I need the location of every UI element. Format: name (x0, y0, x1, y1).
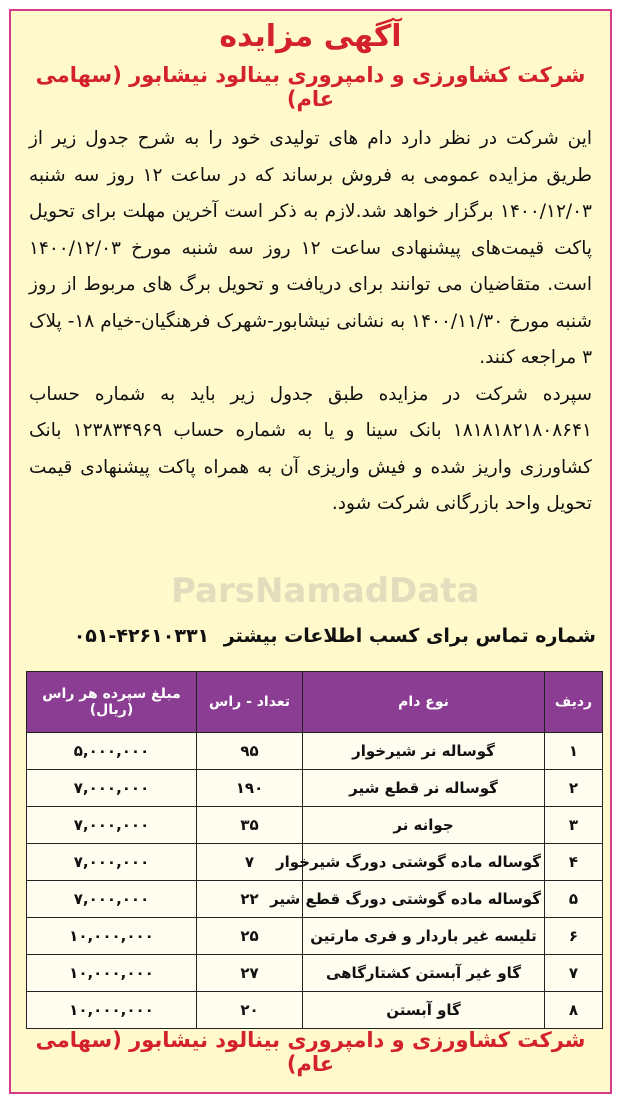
row-number: ۲ (545, 770, 603, 807)
livestock-count: ۲۲ (197, 881, 303, 918)
table-header-row (27, 672, 603, 733)
table-row (27, 770, 603, 807)
livestock-type: تلیسه غیر باردار و فری مارتین (303, 918, 545, 955)
header-livestock-type: نوع دام (303, 672, 545, 733)
livestock-count: ۹۵ (197, 733, 303, 770)
row-number: ۵ (545, 881, 603, 918)
livestock-type: گوساله ماده گوشتی دورگ قطع شیر (303, 881, 545, 918)
deposit-amount: ۱۰,۰۰۰,۰۰۰ (27, 955, 197, 992)
header-row-number: ردیف (545, 672, 603, 733)
notice-body (29, 121, 592, 523)
deposit-amount: ۷,۰۰۰,۰۰۰ (27, 807, 197, 844)
livestock-count: ۷ (197, 844, 303, 881)
table-row (27, 733, 603, 770)
deposit-amount: ۱۰,۰۰۰,۰۰۰ (27, 918, 197, 955)
livestock-count: ۳۵ (197, 807, 303, 844)
row-number: ۳ (545, 807, 603, 844)
contact-phone: ۰۵۱-۴۲۶۱۰۳۳۱ (73, 625, 210, 647)
table-row (27, 918, 603, 955)
header-deposit: مبلغ سپرده هر راس (ریال) (27, 672, 197, 733)
deposit-amount: ۱۰,۰۰۰,۰۰۰ (27, 992, 197, 1029)
contact-label: شماره تماس برای کسب اطلاعات بیشتر (223, 625, 596, 647)
contact-line (25, 625, 596, 647)
livestock-table (26, 671, 603, 1029)
row-number: ۶ (545, 918, 603, 955)
table-row (27, 955, 603, 992)
watermark: ParsNamadData (171, 571, 480, 611)
livestock-type: گاو غیر آبستن کشتارگاهی (303, 955, 545, 992)
deposit-amount: ۷,۰۰۰,۰۰۰ (27, 881, 197, 918)
livestock-count: ۲۵ (197, 918, 303, 955)
table-row (27, 807, 603, 844)
livestock-type: گاو آبستن (303, 992, 545, 1029)
row-number: ۸ (545, 992, 603, 1029)
table-row (27, 881, 603, 918)
row-number: ۷ (545, 955, 603, 992)
deposit-amount: ۷,۰۰۰,۰۰۰ (27, 844, 197, 881)
company-name-footer: شرکت کشاورزی و دامپروری بینالود نیشابور (سهامی عام) (35, 1028, 586, 1076)
notice-title: آگهی مزایده (219, 19, 402, 54)
row-number: ۴ (545, 844, 603, 881)
auction-notice (9, 9, 612, 1094)
company-name-header: شرکت کشاورزی و دامپروری بینالود نیشابور (سهامی عام) (35, 63, 586, 111)
livestock-type: گوساله نر شیرخوار (303, 733, 545, 770)
livestock-count: ۱۹۰ (197, 770, 303, 807)
table-row (27, 844, 603, 881)
deposit-amount: ۵,۰۰۰,۰۰۰ (27, 733, 197, 770)
deposit-amount: ۷,۰۰۰,۰۰۰ (27, 770, 197, 807)
livestock-count: ۲۰ (197, 992, 303, 1029)
livestock-count: ۲۷ (197, 955, 303, 992)
notice-paragraph-1: این شرکت در نظر دارد دام های تولیدی خود را به شرح جدول زیر از طریق مزایده عمومی به فروش برساند که در ساعت ۱۲ روز سه شنبه ۱۴۰۰/۱۲/۰۳ برگزار خواهد شد.لازم به ذکر است آخرین مهلت برای تحویل پاکت قیمت‌های پیشنهادی ساعت ۱۲ روز سه شنبه مورخ ۱۴۰۰/۱۲/۰۳ است. متقاضیان می توانند برای دریافت و تحویل برگ های مربوط از روز شنبه مورخ ۱۴۰۰/۱۱/۳۰ به نشانی نیشابور-شهرک فرهنگیان-خیام ۱۸- پلاک ۳ مراجعه کنند. (29, 128, 592, 368)
livestock-type: گوساله ماده گوشتی دورگ شیرخوار (303, 844, 545, 881)
livestock-type: گوساله نر قطع شیر (303, 770, 545, 807)
livestock-type: جوانه نر (303, 807, 545, 844)
row-number: ۱ (545, 733, 603, 770)
notice-paragraph-2: سپرده شرکت در مزایده طبق جدول زیر باید به شماره حساب ۱۸۱۸۱۸۲۱۸۰۸۶۴۱ بانک سینا و یا به شماره حساب ۱۲۳۸۳۴۹۶۹ بانک کشاورزی واریز شده و فیش واریزی آن به همراه پاکت پیشنهادی قیمت تحویل واحد بازرگانی شرکت شود. (29, 383, 592, 514)
table-row (27, 992, 603, 1029)
header-count: تعداد - راس (197, 672, 303, 733)
